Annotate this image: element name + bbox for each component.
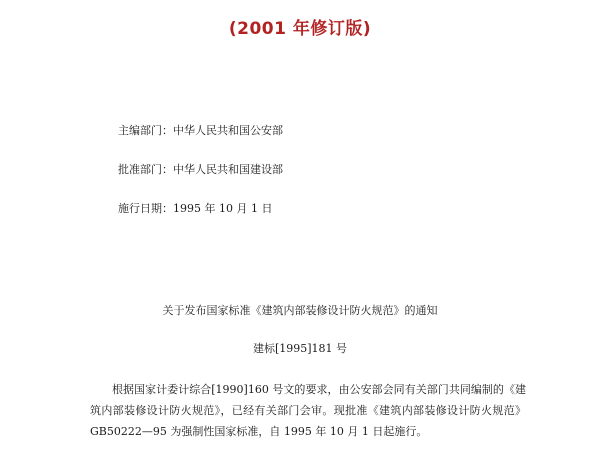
editor-line: [118, 124, 283, 138]
effective-date-line: [118, 202, 272, 216]
effective-date-value: 1995 年 10 月 1 日: [173, 202, 273, 215]
editor-value: 中华人民共和国公安部: [173, 124, 283, 137]
effective-date-label: 施行日期：: [118, 202, 173, 215]
approver-line: [118, 163, 283, 177]
notice-title: 关于发布国家标准《建筑内部装修设计防火规范》的通知: [162, 304, 438, 317]
editor-label: 主编部门：: [118, 124, 173, 137]
notice-body-paragraph: 根据国家计委计综合[1990]160 号文的要求，由公安部会同有关部门共同编制的《建筑内部装修设计防火规范》，已经有关部门会审。现批准《建筑内部装修设计防火规范》GB50222—95 为强制性国家标准，自 1995 年 10 月 1 日起施行。: [90, 383, 526, 438]
document-number: 建标[1995]181 号: [252, 342, 348, 355]
approver-label: 批准部门：: [118, 163, 173, 176]
approver-value: 中华人民共和国建设部: [173, 163, 283, 176]
edition-heading: (2001 年修订版): [228, 19, 372, 39]
